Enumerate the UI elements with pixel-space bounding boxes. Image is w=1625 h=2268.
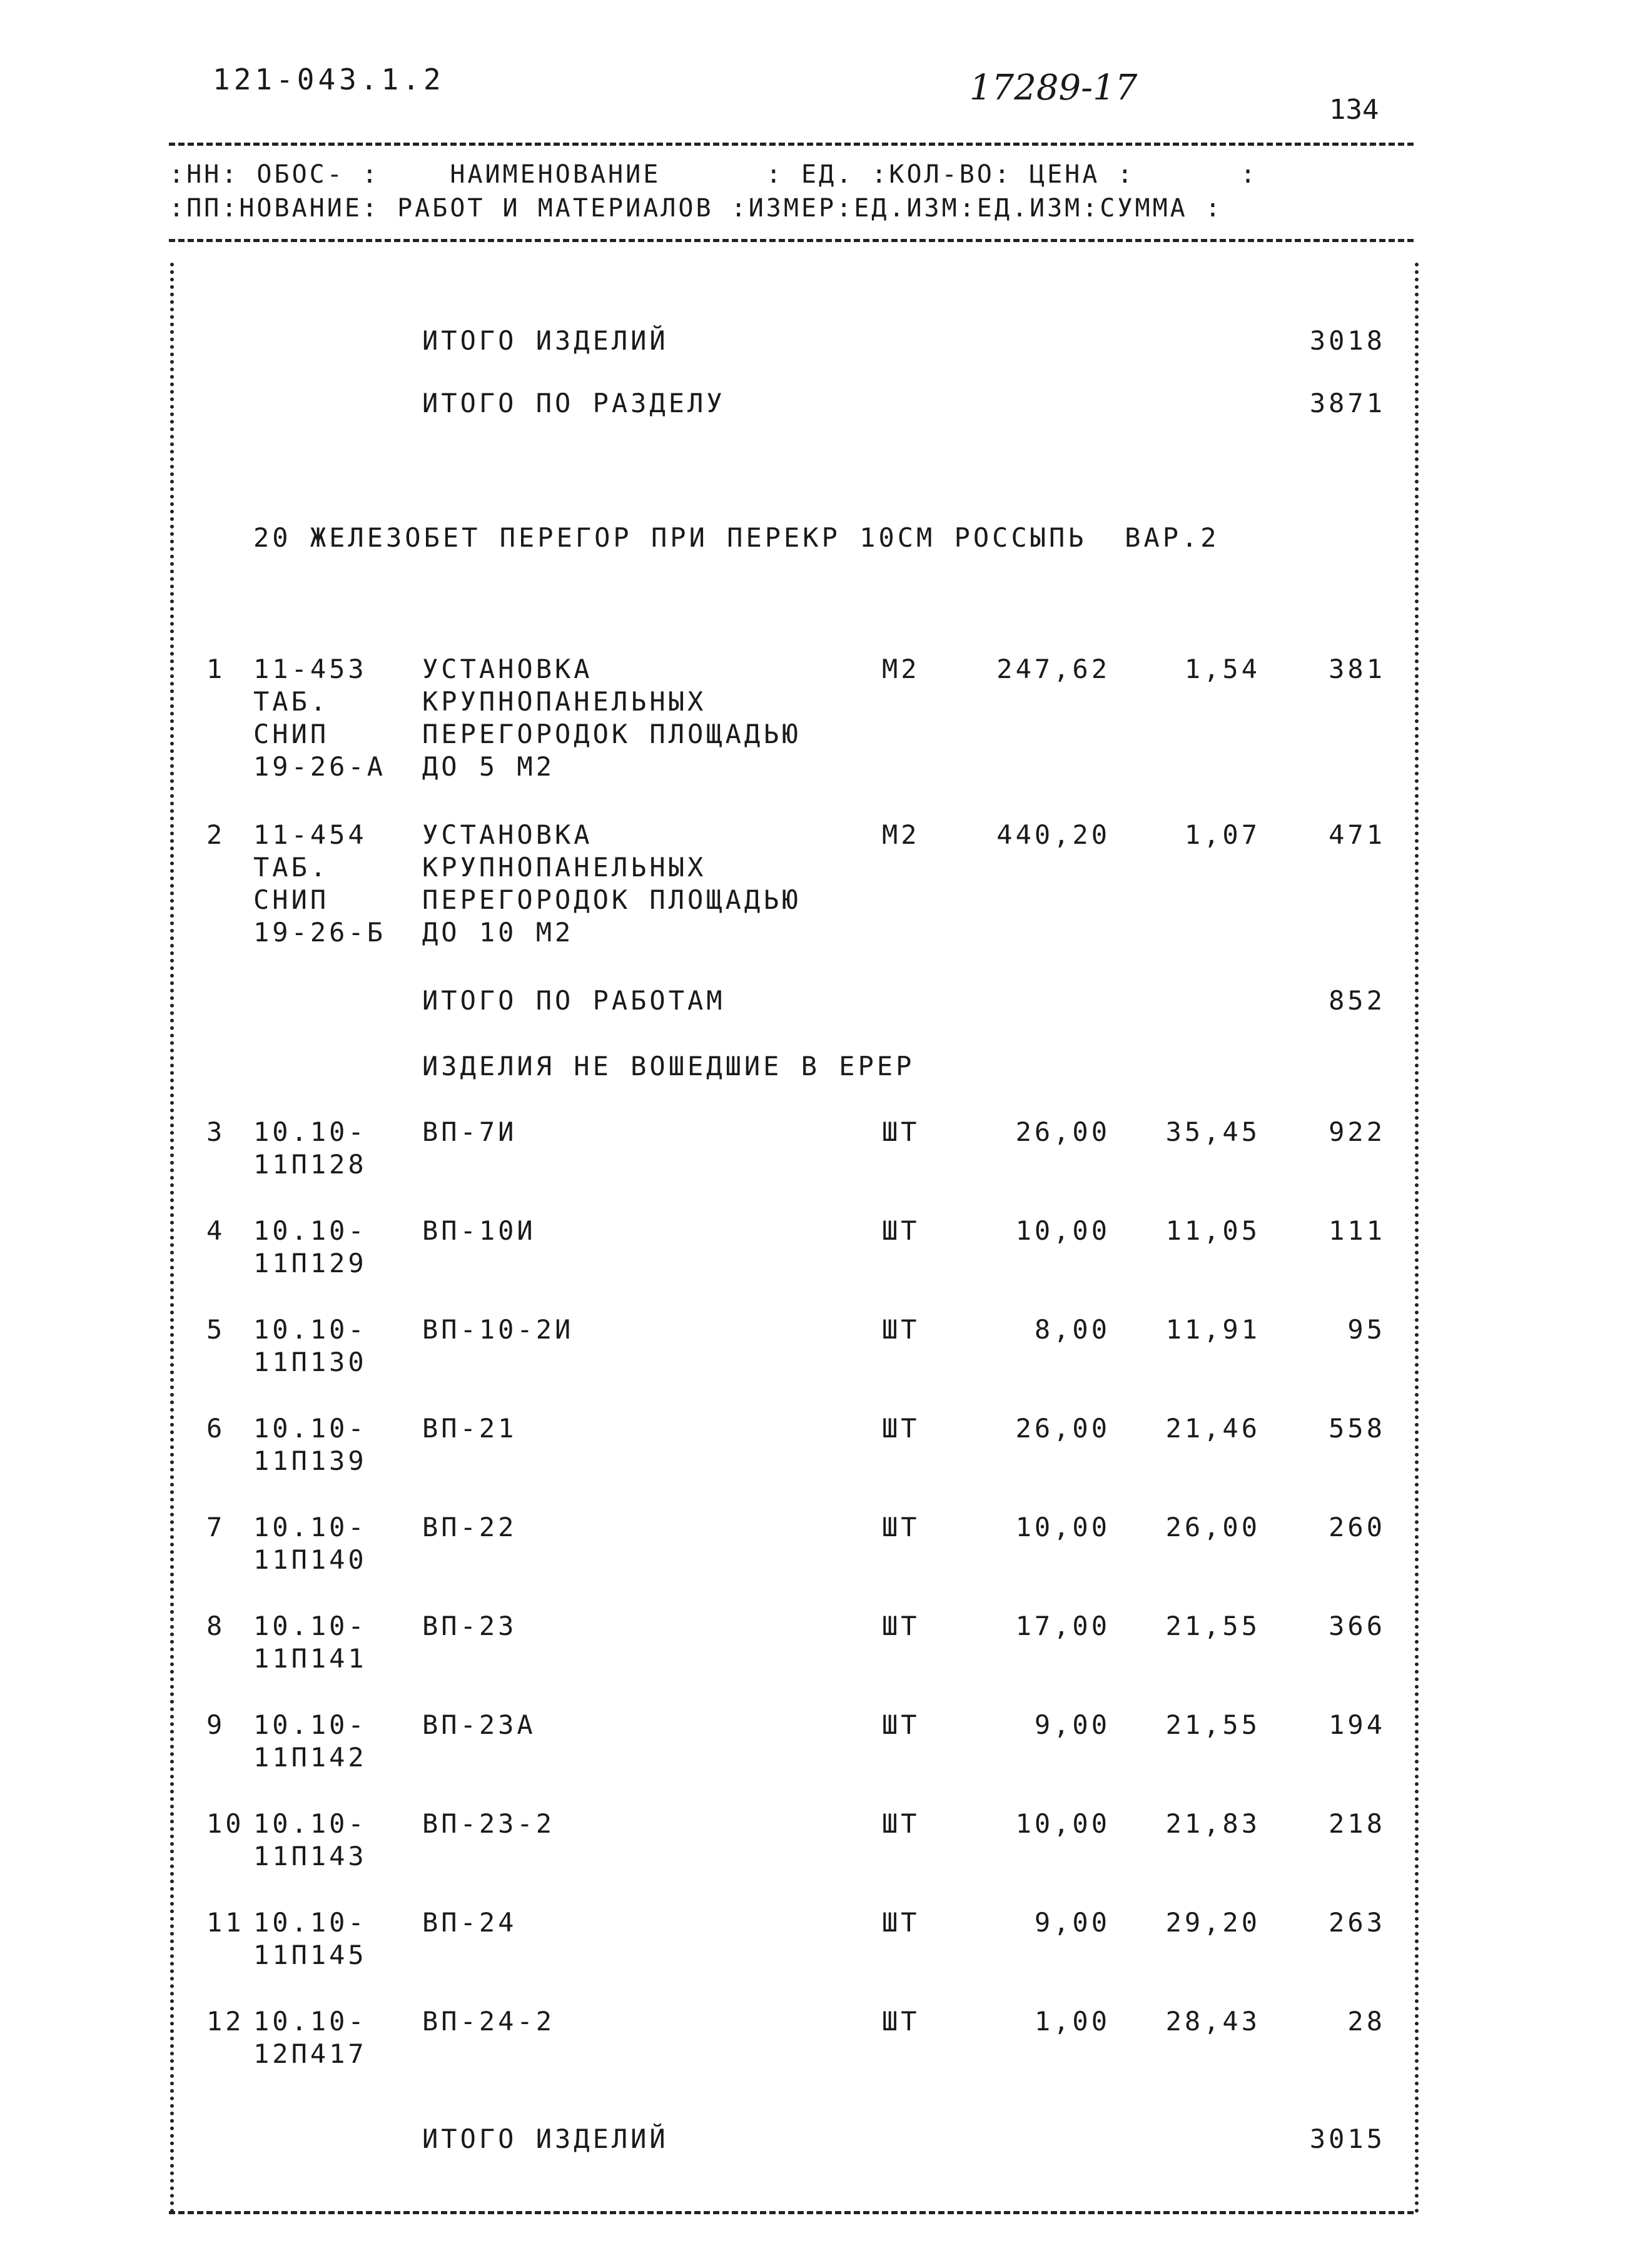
row-sum: 366 xyxy=(1329,1611,1385,1641)
row-price: 29,20 xyxy=(1165,1907,1260,1938)
right-border xyxy=(1415,263,1419,2214)
row-code: 10.10- xyxy=(253,1808,367,1839)
row-name: ПЕРЕГОРОДОК ПЛОЩАДЬЮ xyxy=(422,719,801,749)
row-price: 35,45 xyxy=(1165,1116,1260,1147)
row-code: 11П130 xyxy=(253,1347,367,1377)
row-sum: 922 xyxy=(1329,1116,1385,1147)
left-border xyxy=(170,263,174,2214)
row-code: 11П139 xyxy=(253,1445,367,1476)
total-items-top-sum: 3018 xyxy=(1309,325,1385,356)
row-sum: 111 xyxy=(1329,1215,1385,1246)
row-code: 10.10- xyxy=(253,1709,367,1740)
row-name: ВП-23-2 xyxy=(422,1808,555,1839)
row-price: 21,55 xyxy=(1165,1611,1260,1641)
row-code: 19-26-Б xyxy=(253,917,387,948)
row-code: 11П128 xyxy=(253,1149,367,1180)
row-name: ВП-23А xyxy=(422,1709,536,1740)
row-number: 9 xyxy=(206,1709,226,1740)
row-name: ВП-10И xyxy=(422,1215,536,1246)
row-number: 4 xyxy=(206,1215,226,1246)
row-sum: 95 xyxy=(1347,1314,1385,1345)
total-section-label: ИТОГО ПО РАЗДЕЛУ xyxy=(422,388,726,418)
row-code: 10.10- xyxy=(253,2006,367,2037)
row-number: 2 xyxy=(206,819,226,850)
row-price: 28,43 xyxy=(1165,2006,1260,2037)
row-price: 1,54 xyxy=(1184,654,1260,684)
row-name: КРУПНОПАНЕЛЬНЫХ xyxy=(422,852,707,883)
row-name: ВП-24-2 xyxy=(422,2006,555,2037)
row-number: 1 xyxy=(206,654,226,684)
row-unit: ШТ xyxy=(882,1808,920,1839)
row-sum: 471 xyxy=(1329,819,1385,850)
row-number: 5 xyxy=(206,1314,226,1345)
total-items-top-label: ИТОГО ИЗДЕЛИЙ xyxy=(422,325,669,356)
row-unit: М2 xyxy=(882,654,920,684)
section-title: 20 ЖЕЛЕЗОБЕТ ПЕРЕГОР ПРИ ПЕРЕКР 10СМ РОССЫПЬ ВАР.2 xyxy=(253,522,1220,553)
row-unit: ШТ xyxy=(882,1611,920,1641)
row-quantity: 10,00 xyxy=(1015,1808,1110,1839)
row-name: ДО 5 М2 xyxy=(422,751,555,782)
row-name: ПЕРЕГОРОДОК ПЛОЩАДЬЮ xyxy=(422,884,801,915)
row-unit: ШТ xyxy=(882,1314,920,1345)
row-name: ВП-23 xyxy=(422,1611,517,1641)
row-name: ДО 10 М2 xyxy=(422,917,574,948)
row-price: 21,46 xyxy=(1165,1413,1260,1444)
row-code: 19-26-А xyxy=(253,751,387,782)
row-name: ВП-10-2И xyxy=(422,1314,574,1345)
row-code: 10.10- xyxy=(253,1611,367,1641)
total-items-bottom-sum: 3015 xyxy=(1309,2124,1385,2154)
document-code: 121-043.1.2 xyxy=(213,63,445,96)
row-code: 10.10- xyxy=(253,1907,367,1938)
row-number: 10 xyxy=(206,1808,245,1839)
row-price: 21,83 xyxy=(1165,1808,1260,1839)
row-quantity: 26,00 xyxy=(1015,1413,1110,1444)
row-name: ВП-21 xyxy=(422,1413,517,1444)
row-quantity: 26,00 xyxy=(1015,1116,1110,1147)
row-price: 1,07 xyxy=(1184,819,1260,850)
row-sum: 218 xyxy=(1329,1808,1385,1839)
row-code: ТАБ. xyxy=(253,852,330,883)
total-section-sum: 3871 xyxy=(1309,388,1385,418)
row-quantity: 9,00 xyxy=(1034,1907,1110,1938)
row-price: 21,55 xyxy=(1165,1709,1260,1740)
row-sum: 28 xyxy=(1347,2006,1385,2037)
row-code: 11П129 xyxy=(253,1248,367,1278)
row-code: 11П142 xyxy=(253,1742,367,1773)
total-items-bottom-label: ИТОГО ИЗДЕЛИЙ xyxy=(422,2124,669,2154)
row-code: 10.10- xyxy=(253,1413,367,1444)
row-unit: ШТ xyxy=(882,2006,920,2037)
row-quantity: 1,00 xyxy=(1034,2006,1110,2037)
total-works-sum: 852 xyxy=(1329,985,1385,1016)
row-sum: 260 xyxy=(1329,1512,1385,1542)
row-number: 6 xyxy=(206,1413,226,1444)
row-code: 10.10- xyxy=(253,1116,367,1147)
row-sum: 381 xyxy=(1329,654,1385,684)
row-sum: 194 xyxy=(1329,1709,1385,1740)
row-number: 7 xyxy=(206,1512,226,1542)
row-unit: ШТ xyxy=(882,1413,920,1444)
row-code: 11П145 xyxy=(253,1940,367,1970)
bottom-rule xyxy=(169,2211,1414,2214)
row-sum: 558 xyxy=(1329,1413,1385,1444)
row-quantity: 9,00 xyxy=(1034,1709,1110,1740)
row-quantity: 10,00 xyxy=(1015,1215,1110,1246)
row-code: 12П417 xyxy=(253,2038,367,2069)
row-quantity: 10,00 xyxy=(1015,1512,1110,1542)
row-code: ТАБ. xyxy=(253,686,330,717)
row-unit: ШТ xyxy=(882,1709,920,1740)
total-works-label: ИТОГО ПО РАБОТАМ xyxy=(422,985,726,1016)
row-name: ВП-7И xyxy=(422,1116,517,1147)
row-number: 11 xyxy=(206,1907,245,1938)
row-code: 10.10- xyxy=(253,1314,367,1345)
row-unit: М2 xyxy=(882,819,920,850)
row-name: ВП-24 xyxy=(422,1907,517,1938)
row-code: 11-453 xyxy=(253,654,367,684)
document-number: 17289-17 xyxy=(969,68,1138,108)
row-code: 11П143 xyxy=(253,1841,367,1871)
column-header-row-2: :ПП:НОВАНИЕ: РАБОТ И МАТЕРИАЛОВ :ИЗМЕР:ЕД.ИЗМ:ЕД.ИЗМ:СУММА : xyxy=(169,194,1223,223)
row-number: 3 xyxy=(206,1116,226,1147)
row-quantity: 440,20 xyxy=(996,819,1110,850)
row-price: 11,91 xyxy=(1165,1314,1260,1345)
items-heading: ИЗДЕЛИЯ НЕ ВОШЕДШИЕ В ЕРЕР xyxy=(422,1051,915,1081)
top-rule xyxy=(169,143,1414,146)
row-code: 11П141 xyxy=(253,1643,367,1674)
row-quantity: 17,00 xyxy=(1015,1611,1110,1641)
row-unit: ШТ xyxy=(882,1512,920,1542)
row-number: 8 xyxy=(206,1611,226,1641)
row-code: 11-454 xyxy=(253,819,367,850)
row-name: УСТАНОВКА xyxy=(422,654,593,684)
row-unit: ШТ xyxy=(882,1116,920,1147)
row-unit: ШТ xyxy=(882,1907,920,1938)
row-code: СНИП xyxy=(253,719,330,749)
row-price: 26,00 xyxy=(1165,1512,1260,1542)
row-price: 11,05 xyxy=(1165,1215,1260,1246)
row-sum: 263 xyxy=(1329,1907,1385,1938)
row-name: ВП-22 xyxy=(422,1512,517,1542)
row-number: 12 xyxy=(206,2006,245,2037)
row-name: КРУПНОПАНЕЛЬНЫХ xyxy=(422,686,707,717)
row-name: УСТАНОВКА xyxy=(422,819,593,850)
page-number: 134 xyxy=(1329,94,1379,126)
row-quantity: 247,62 xyxy=(996,654,1110,684)
row-code: СНИП xyxy=(253,884,330,915)
row-code: 10.10- xyxy=(253,1215,367,1246)
row-code: 10.10- xyxy=(253,1512,367,1542)
header-rule xyxy=(169,239,1414,242)
row-quantity: 8,00 xyxy=(1034,1314,1110,1345)
row-unit: ШТ xyxy=(882,1215,920,1246)
row-code: 11П140 xyxy=(253,1544,367,1575)
column-header-row-1: :НН: ОБОС- : НАИМЕНОВАНИЕ : ЕД. :КОЛ-ВО: ЦЕНА : : xyxy=(169,160,1258,189)
